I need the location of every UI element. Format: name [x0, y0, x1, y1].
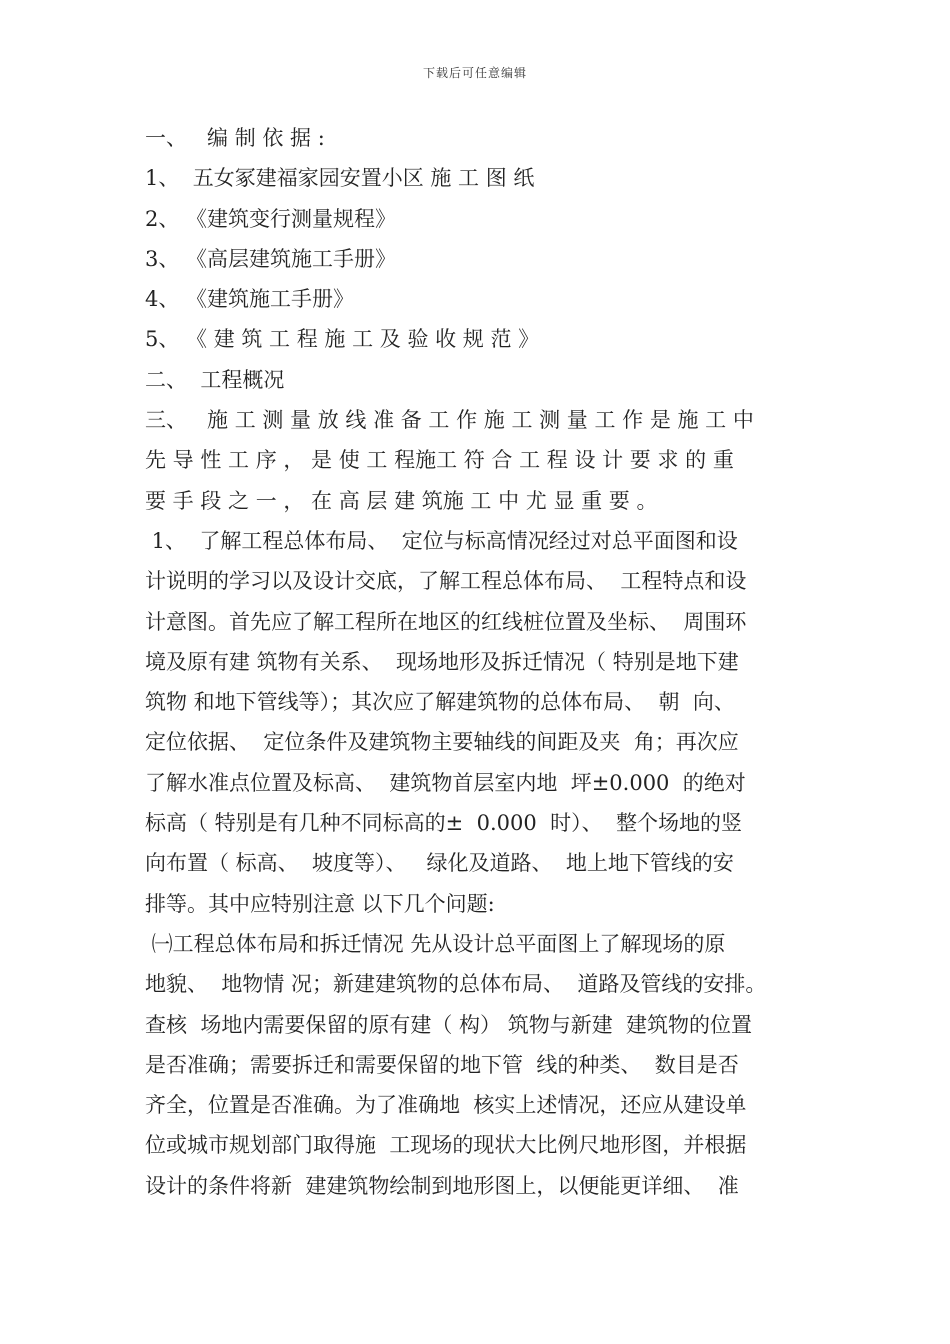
page-header: 下载后可任意编辑: [422, 66, 527, 80]
text-line: 先 导 性 工 序 ， 是 使 工 程施工 符 合 工 程 设 计 要 求 的 重: [145, 448, 734, 473]
text-line: 3、 《高层建筑施工手册》: [145, 246, 397, 271]
text-line: 筑物 和地下管线等）；其次应了解建筑物的总体布局、 朝 向、: [145, 690, 735, 715]
text-line: 计说明的学习以及设计交底，了解工程总体布局、 工程特点和设: [145, 569, 747, 594]
text-line: 计意图。首先应了解工程所在地区的红线桩位置及坐标、 周围环: [145, 609, 747, 634]
text-line: 二、 工程概况: [145, 367, 285, 392]
text-line: 了解水准点位置及标高、 建筑物首层室内地 坪±0.000 的绝对: [145, 770, 746, 795]
text-line: 一、 编 制 依 据 :: [145, 126, 325, 150]
text-line: 5、 《 建 筑 工 程 施 工 及 验 收 规 范 》: [145, 327, 540, 352]
text-line: 位或城市规划部门取得施 工现场的现状大比例尺地形图，并根据: [145, 1133, 747, 1158]
text-line: ㈠工程总体布局和拆迁情况 先从设计总平面图上了解现场的原: [145, 931, 726, 956]
text-line: 2、 《建筑变行测量规程》: [145, 206, 397, 231]
text-line: 1、 五女冢建福家园安置小区 施 工 图 纸: [145, 166, 535, 191]
text-line: 要 手 段 之 一 ， 在 高 层 建 筑施 工 中 尤 显 重 要 。: [145, 488, 658, 513]
text-line: 设计的条件将新 建建筑物绘制到地形图上，以便能更详细、 准: [145, 1173, 739, 1198]
text-line: 向布置（ 标高、 坡度等）、 绿化及道路、 地上地下管线的安: [145, 851, 734, 876]
text-line: 境及原有建 筑物有关系、 现场地形及拆迁情况（ 特别是地下建: [145, 649, 739, 674]
text-line: 地貌、 地物情 况；新建建筑物的总体布局、 道路及管线的安排。: [145, 972, 767, 997]
text-line: 齐全，位置是否准确。为了准确地 核实上述情况，还应从建设单: [145, 1093, 747, 1118]
text-line: 查核 场地内需要保留的原有建（ 构） 筑物与新建 建筑物的位置: [145, 1012, 753, 1037]
text-line: 标高（ 特别是有几种不同标高的± 0.000 时）、 整个场地的竖: [145, 811, 742, 836]
text-line: 定位依据、 定位条件及建筑物主要轴线的间距及夹 角；再次应: [145, 730, 739, 755]
text-line: 1、 了解工程总体布局、 定位与标高情况经过对总平面图和设: [145, 528, 738, 553]
text-line: 三、 施 工 测 量 放 线 准 备 工 作 施 工 测 量 工 作 是 施 工 中: [145, 408, 754, 433]
text-line: 排等。其中应特别注意 以下几个问题:: [145, 891, 495, 916]
text-line: 4、 《建筑施工手册》: [145, 287, 355, 312]
document-body: [145, 118, 815, 1206]
text-line: 是否准确；需要拆迁和需要保留的地下管 线的种类、 数目是否: [145, 1052, 739, 1077]
